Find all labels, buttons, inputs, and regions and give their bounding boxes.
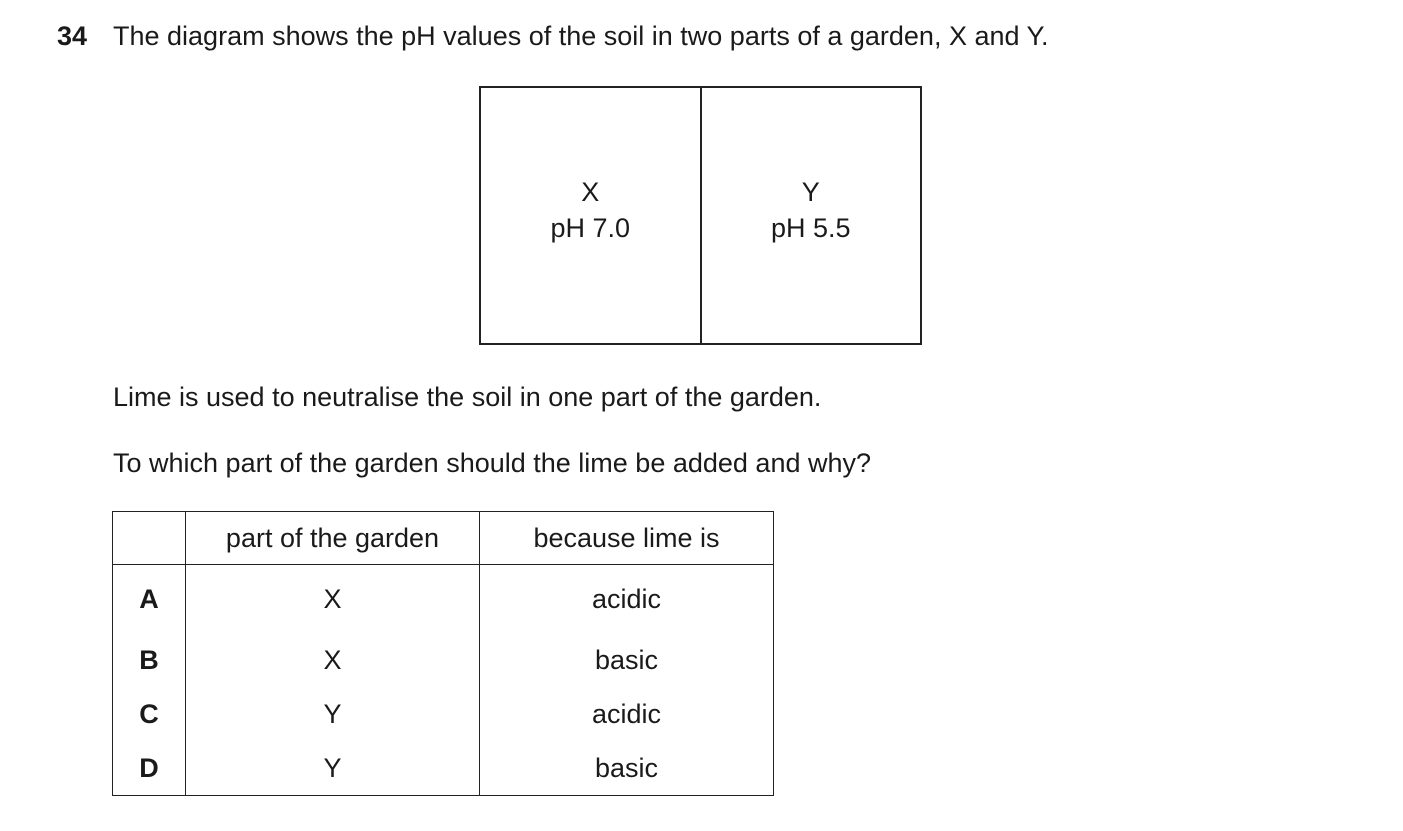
garden-part-name: X bbox=[581, 177, 600, 207]
prompt-paragraph: To which part of the garden should the lime be added and why? bbox=[113, 448, 872, 478]
table-header-letter bbox=[113, 512, 186, 565]
option-part: Y bbox=[186, 741, 480, 796]
option-part: X bbox=[186, 565, 480, 634]
garden-part-y bbox=[700, 88, 921, 343]
option-part: Y bbox=[186, 687, 480, 741]
table-row[interactable] bbox=[113, 741, 774, 796]
option-letter: C bbox=[113, 687, 186, 741]
option-because: basic bbox=[480, 741, 774, 796]
table-header-part: part of the garden bbox=[186, 512, 480, 565]
table-header-because: because lime is bbox=[480, 512, 774, 565]
option-because: acidic bbox=[480, 565, 774, 634]
option-part: X bbox=[186, 633, 480, 687]
garden-part-x bbox=[481, 88, 700, 343]
option-letter: B bbox=[113, 633, 186, 687]
answer-options-table bbox=[112, 511, 774, 796]
table-row[interactable] bbox=[113, 565, 774, 634]
question-number: 34 bbox=[57, 21, 88, 51]
context-paragraph: Lime is used to neutralise the soil in one part of the garden. bbox=[113, 382, 822, 412]
option-because: acidic bbox=[480, 687, 774, 741]
garden-part-label bbox=[702, 174, 921, 246]
option-letter: A bbox=[113, 565, 186, 634]
garden-part-ph: pH 7.0 bbox=[550, 213, 631, 243]
garden-diagram bbox=[479, 86, 922, 345]
garden-part-name: Y bbox=[801, 177, 820, 207]
table-row[interactable] bbox=[113, 687, 774, 741]
table-header-row bbox=[113, 512, 774, 565]
table-row[interactable] bbox=[113, 633, 774, 687]
option-because: basic bbox=[480, 633, 774, 687]
question-text: The diagram shows the pH values of the soil in two parts of a garden, X and Y. bbox=[113, 21, 1049, 51]
garden-part-ph: pH 5.5 bbox=[770, 213, 851, 243]
option-letter: D bbox=[113, 741, 186, 796]
garden-part-label bbox=[481, 174, 700, 246]
